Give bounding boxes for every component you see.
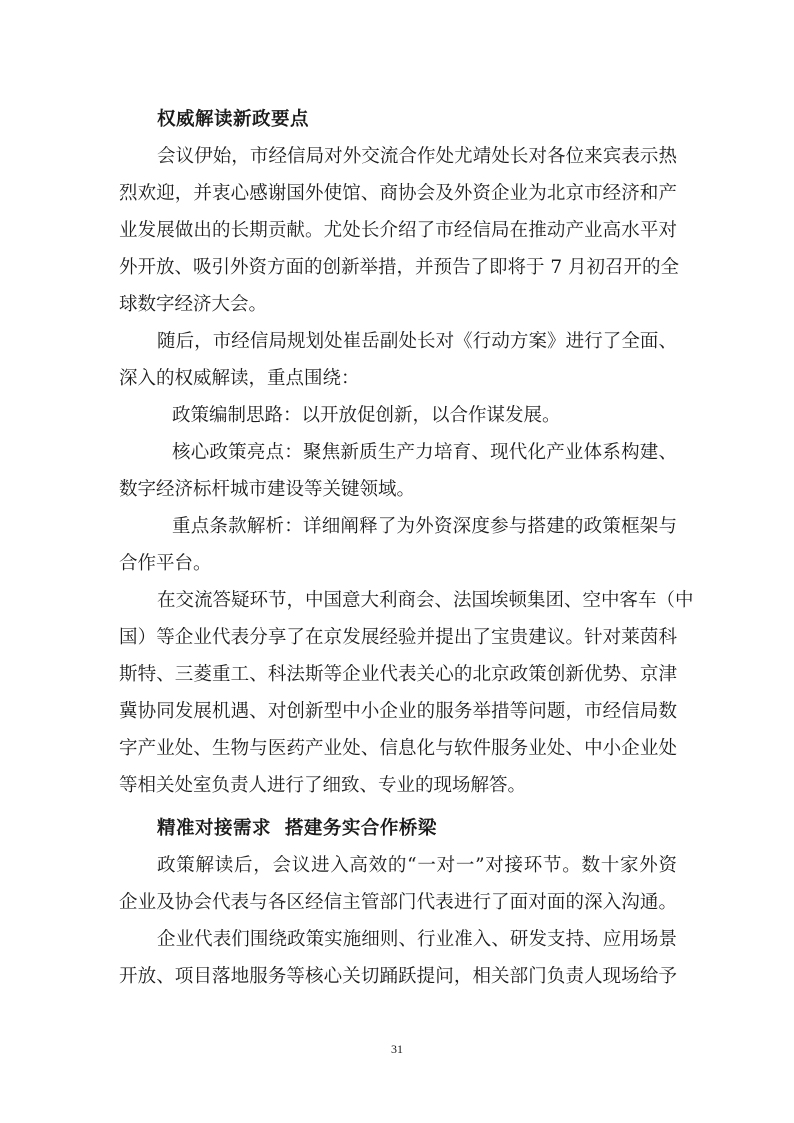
paragraph-line: 球数字经济大会。: [119, 294, 268, 315]
page-number: 31: [391, 1042, 403, 1056]
paragraph-line: 斯特、三菱重工、科法斯等企业代表关心的北京政策创新优势、京津: [119, 664, 677, 685]
paragraph-line: 字产业处、生物与医药产业处、信息化与软件服务业处、中小企业处: [119, 738, 677, 759]
paragraph-line: 冀协同发展机遇、对创新型中小企业的服务举措等问题，市经信局数: [119, 701, 677, 722]
paragraph-line: 等相关处室负责人进行了细致、专业的现场解答。: [119, 775, 527, 796]
list-item-policy-approach: 政策编制思路：以开放促创新，以合作谋发展。: [172, 405, 561, 426]
paragraph-line: 国）等企业代表分享了在京发展经验并提出了宝贵建议。针对莱茵科: [119, 627, 677, 648]
paragraph-line: 业发展做出的长期贡献。尤处长介绍了市经信局在推动产业高水平对: [119, 220, 677, 241]
paragraph-line: 数字经济标杆城市建设等关键领域。: [119, 479, 416, 500]
paragraph-line: 企业代表们围绕政策实施细则、行业准入、研发支持、应用场景: [157, 929, 677, 950]
section-heading-precise-matching: 精准对接需求 搭建务实合作桥梁: [157, 818, 437, 839]
list-item-policy-highlights: 核心政策亮点：聚焦新质生产力培育、现代化产业体系构建、: [172, 442, 677, 463]
paragraph-line: 政策解读后，会议进入高效的“一对一”对接环节。数十家外资: [157, 855, 677, 876]
paragraph-line: 会议伊始，市经信局对外交流合作处尤靖处长对各位来宾表示热: [157, 146, 677, 167]
paragraph-line: 企业及协会代表与各区经信主管部门代表进行了面对面的深入沟通。: [119, 892, 677, 913]
paragraph-line: 在交流答疑环节，中国意大利商会、法国埃顿集团、空中客车（中: [157, 590, 694, 611]
section-heading-policy-interpretation: 权威解读新政要点: [157, 109, 310, 130]
paragraph-line: 合作平台。: [119, 553, 212, 574]
paragraph-line: 深入的权威解读，重点围绕：: [119, 368, 360, 389]
paragraph-line: 随后，市经信局规划处崔岳副处长对《行动方案》进行了全面、: [157, 331, 677, 352]
paragraph-line: 烈欢迎，并衷心感谢国外使馆、商协会及外资企业为北京市经济和产: [119, 183, 677, 204]
paragraph-line: 外开放、吸引外资方面的创新举措，并预告了即将于 7 月初召开的全: [119, 257, 680, 278]
paragraph-line: 开放、项目落地服务等核心关切踊跃提问，相关部门负责人现场给予: [119, 966, 677, 987]
list-item-key-clauses: 重点条款解析：详细阐释了为外资深度参与搭建的政策框架与: [172, 516, 677, 537]
